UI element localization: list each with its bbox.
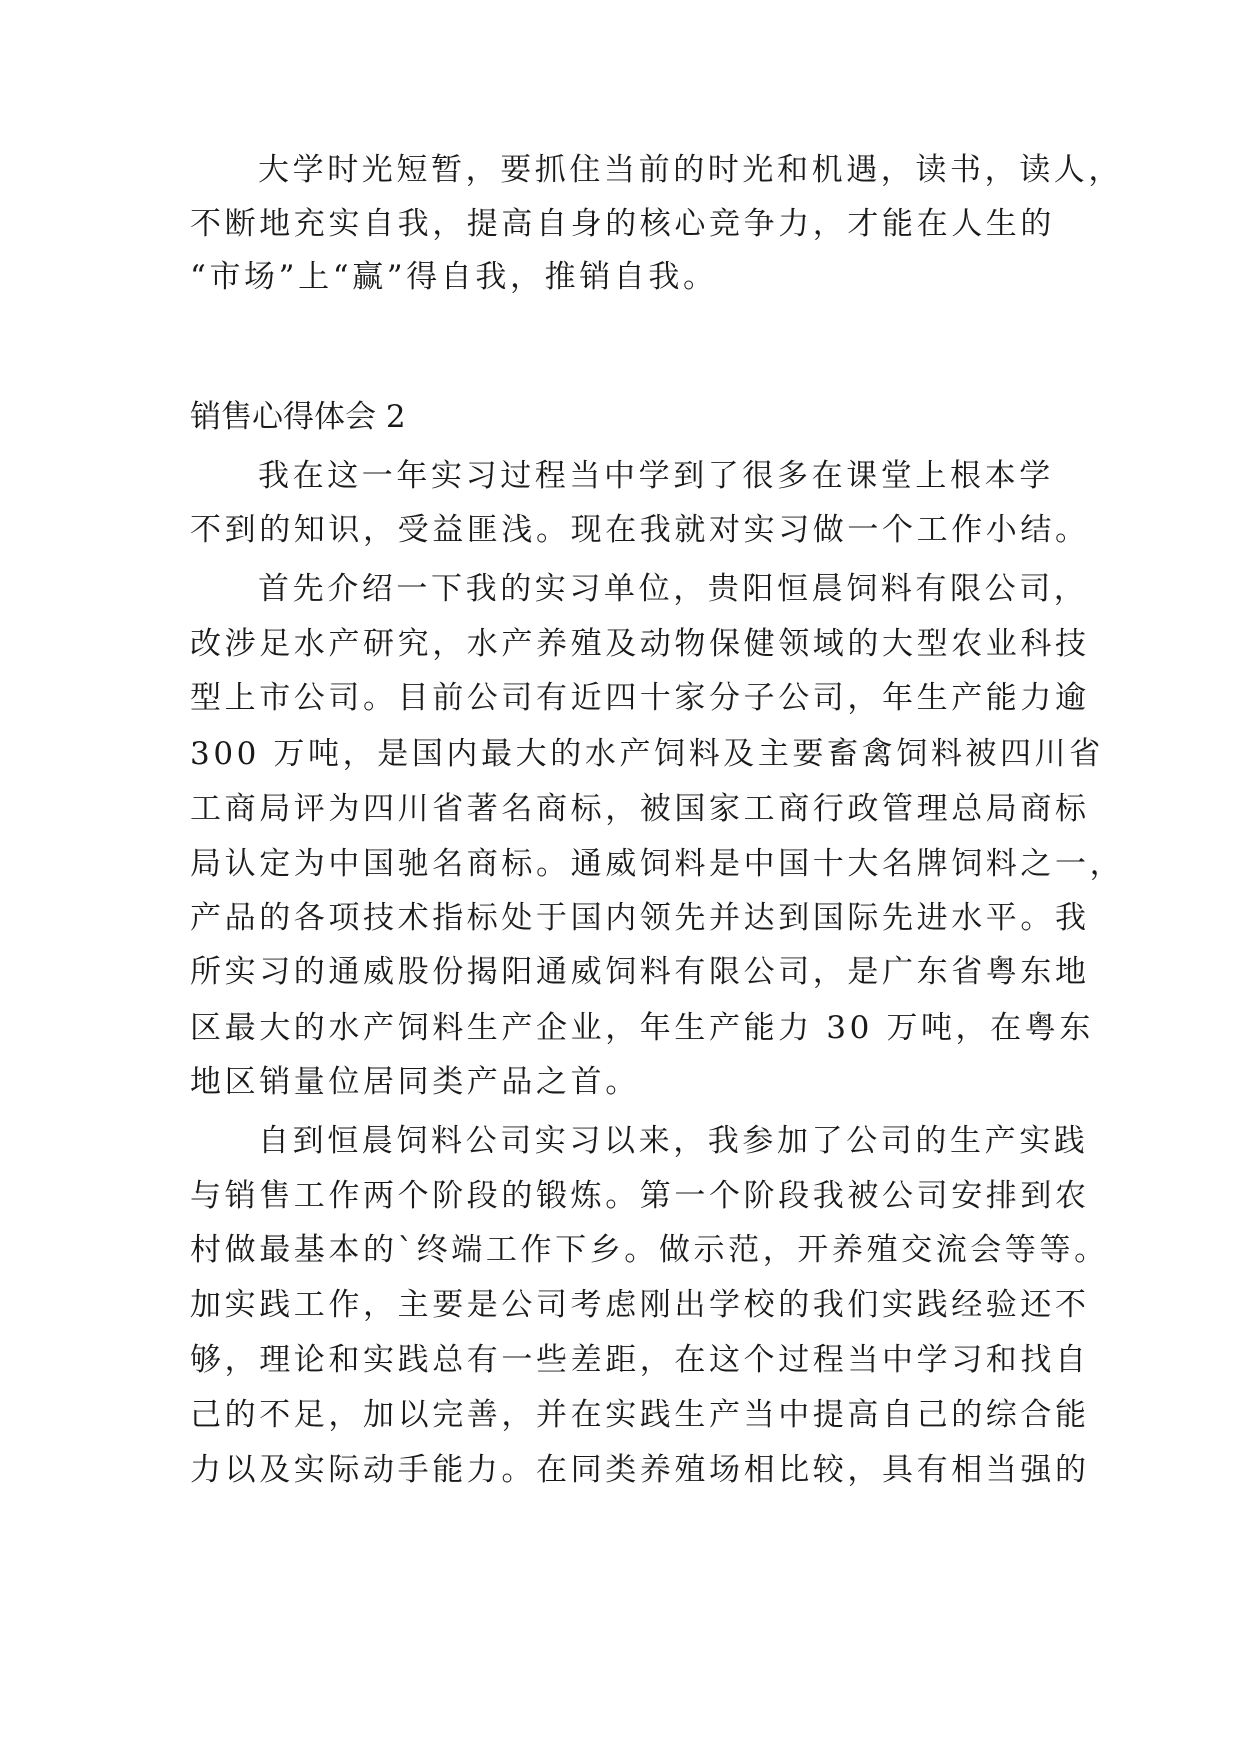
p1-line-1: 我在这一年实习过程当中学到了很多在课堂上根本学 (258, 458, 1054, 494)
p1-line-2: 不到的知识，受益匪浅。现在我就对实习做一个工作小结。 (190, 512, 1090, 548)
intro-line-2: 不断地充实自我，提高自身的核心竞争力，才能在人生的 (190, 206, 1055, 242)
p3-line-2: 与销售工作两个阶段的锻炼。第一个阶段我被公司安排到农 (190, 1178, 1090, 1214)
p3-line-6: 己的不足，加以完善，并在实践生产当中提高自己的综合能 (190, 1397, 1090, 1433)
p2-line-3: 型上市公司。目前公司有近四十家分子公司，年生产能力逾 (190, 680, 1090, 716)
p2-line-4: 300 万吨，是国内最大的水产饲料及主要畜禽饲料被四川省 (190, 736, 1104, 772)
p2-line-2: 改涉足水产研究，水产养殖及动物保健领域的大型农业科技 (190, 626, 1090, 662)
p3-line-7: 力以及实际动手能力。在同类养殖场相比较，具有相当强的 (190, 1452, 1090, 1488)
p3-line-4: 加实践工作，主要是公司考虑刚出学校的我们实践经验还不 (190, 1287, 1090, 1323)
intro-line-3: “市场”上“赢”得自我，推销自我。 (190, 259, 718, 295)
p3-line-5: 够，理论和实践总有一些差距，在这个过程当中学习和找自 (190, 1342, 1090, 1378)
p3-line-1: 自到恒晨饲料公司实习以来，我参加了公司的生产实践 (258, 1123, 1089, 1159)
p2-line-8: 所实习的通威股份揭阳通威饲料有限公司，是广东省粤东地 (190, 954, 1090, 990)
p2-line-6: 局认定为中国驰名商标。通威饲料是中国十大名牌饲料之一， (190, 846, 1125, 882)
p2-line-9: 区最大的水产饲料生产企业，年生产能力 30 万吨，在粤东 (190, 1010, 1094, 1046)
intro-line-1: 大学时光短暂，要抓住当前的时光和机遇，读书，读人， (258, 152, 1123, 188)
p2-line-5: 工商局评为四川省著名商标，被国家工商行政管理总局商标 (190, 791, 1090, 827)
p2-line-10: 地区销量位居同类产品之首。 (190, 1064, 640, 1100)
section-heading: 销售心得体会 2 (190, 399, 406, 435)
p3-line-3: 村做最基本的`终端工作下乡。做示范，开养殖交流会等等。 (190, 1232, 1109, 1268)
p2-line-1: 首先介绍一下我的实习单位，贵阳恒晨饲料有限公司， (258, 571, 1089, 607)
p2-line-7: 产品的各项技术指标处于国内领先并达到国际先进水平。我 (190, 900, 1090, 936)
